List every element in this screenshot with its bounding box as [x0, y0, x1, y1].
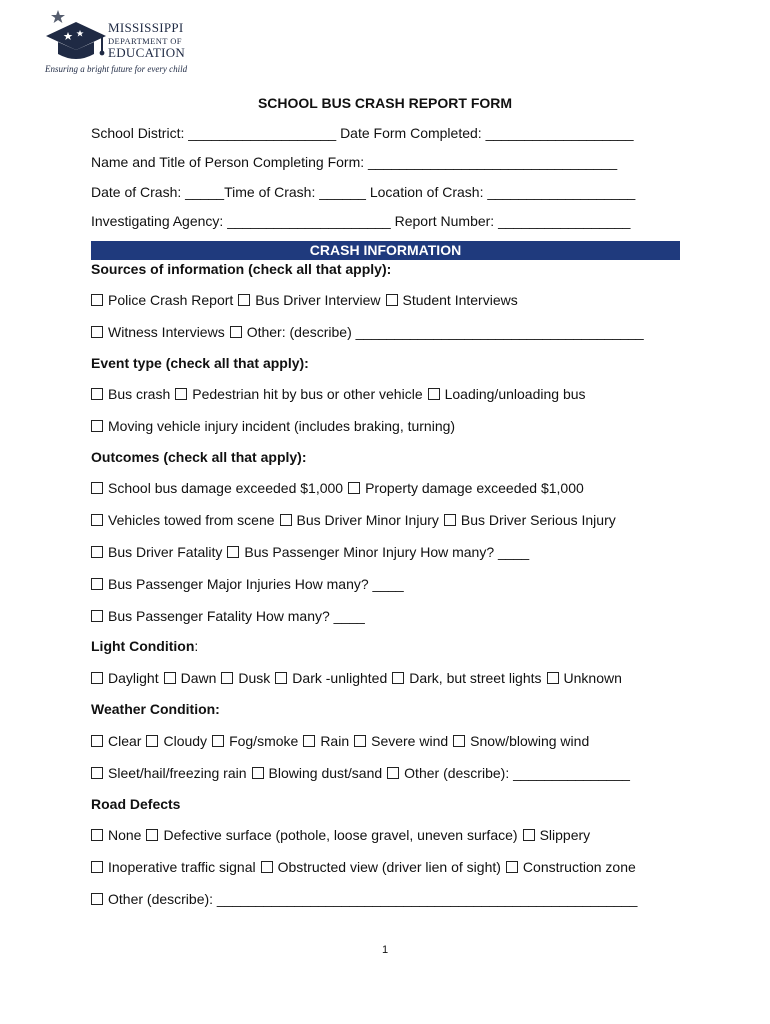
checkbox-icon[interactable] — [164, 672, 176, 684]
checkbox-label: Dawn — [180, 670, 217, 686]
org-name-line2: DEPARTMENT OF — [108, 36, 182, 46]
checkbox-icon[interactable] — [91, 861, 103, 873]
checkbox-label: Snow/blowing wind — [470, 733, 590, 749]
checkbox-option[interactable] — [91, 324, 225, 340]
checkbox-label: Bus Driver Minor Injury — [296, 512, 439, 528]
outcomes-option-row — [91, 544, 529, 560]
checkbox-icon[interactable] — [212, 735, 224, 747]
weather-option-row — [91, 733, 589, 749]
checkbox-icon[interactable] — [91, 546, 103, 558]
checkbox-option[interactable] — [227, 544, 529, 560]
checkbox-label: Police Crash Report — [108, 292, 234, 308]
checkbox-option[interactable] — [386, 292, 518, 308]
checkbox-label: Witness Interviews — [108, 324, 225, 340]
checkbox-icon[interactable] — [146, 829, 158, 841]
checkbox-option[interactable] — [221, 670, 270, 686]
checkbox-icon[interactable] — [348, 482, 360, 494]
outcomes-option-row — [91, 608, 365, 624]
checkbox-icon[interactable] — [91, 578, 103, 590]
checkbox-label: Blowing dust/sand — [268, 765, 383, 781]
checkbox-label: Vehicles towed from scene — [108, 512, 275, 528]
weather-option-row — [91, 765, 630, 781]
org-name-line1: MISSISSIPPI — [108, 20, 184, 35]
checkbox-label: Unknown — [563, 670, 622, 686]
checkbox-option[interactable] — [91, 670, 159, 686]
checkbox-label: Slippery — [539, 827, 591, 843]
weather-heading — [91, 701, 220, 717]
checkbox-label: Construction zone — [522, 859, 636, 875]
checkbox-option[interactable] — [230, 324, 644, 340]
checkbox-option[interactable] — [453, 733, 589, 749]
light-heading — [91, 638, 198, 654]
checkbox-label: Other (describe): _______________ — [404, 765, 630, 781]
event-option-row — [91, 386, 586, 402]
checkbox-label: Dark, but street lights — [409, 670, 542, 686]
checkbox-label: Defective surface (pothole, loose gravel, uneven surface) — [163, 827, 518, 843]
outcomes-option-row — [91, 480, 584, 496]
checkbox-option[interactable] — [444, 512, 616, 528]
checkbox-option[interactable] — [547, 670, 622, 686]
checkbox-icon[interactable] — [91, 893, 103, 905]
sources-option-row — [91, 292, 518, 308]
checkbox-icon[interactable] — [387, 767, 399, 779]
checkbox-label: Bus Passenger Fatality How many? ____ — [108, 608, 365, 624]
checkbox-option[interactable] — [91, 891, 637, 907]
road-option-row — [91, 859, 636, 875]
sources-option-row — [91, 324, 644, 340]
checkbox-icon[interactable] — [444, 514, 456, 526]
checkbox-label: Severe wind — [371, 733, 449, 749]
checkbox-option[interactable] — [146, 733, 207, 749]
checkbox-icon[interactable] — [91, 514, 103, 526]
sources-heading — [91, 261, 391, 277]
checkbox-icon[interactable] — [354, 735, 366, 747]
checkbox-option[interactable] — [392, 670, 541, 686]
checkbox-label: Bus Driver Serious Injury — [460, 512, 616, 528]
checkbox-label: Student Interviews — [402, 292, 518, 308]
checkbox-icon[interactable] — [275, 672, 287, 684]
checkbox-icon[interactable] — [280, 514, 292, 526]
event-heading — [91, 355, 309, 371]
sources-heading-text: Sources of information (check all that apply): — [91, 261, 392, 277]
checkbox-option[interactable] — [91, 386, 170, 402]
checkbox-icon[interactable] — [91, 420, 103, 432]
road-heading-text: Road Defects — [91, 796, 181, 812]
checkbox-option[interactable] — [275, 670, 387, 686]
checkbox-icon[interactable] — [386, 294, 398, 306]
checkbox-icon[interactable] — [227, 546, 239, 558]
checkbox-option[interactable] — [348, 480, 584, 496]
field-date-time-location[interactable]: Date of Crash: _____Time of Crash: ______ Location of Crash: ___________________ — [91, 184, 636, 200]
light-heading-text: Light Condition — [91, 638, 195, 654]
checkbox-label: Cloudy — [163, 733, 208, 749]
checkbox-icon[interactable] — [91, 294, 103, 306]
checkbox-icon[interactable] — [392, 672, 404, 684]
light-option-row — [91, 670, 622, 686]
checkbox-label: Fog/smoke — [229, 733, 299, 749]
checkbox-label: Bus Driver Fatality — [108, 544, 223, 560]
road-option-row — [91, 827, 590, 843]
checkbox-option[interactable] — [175, 386, 422, 402]
checkbox-icon[interactable] — [91, 829, 103, 841]
checkbox-label: Loading/unloading bus — [444, 386, 586, 402]
checkbox-icon[interactable] — [523, 829, 535, 841]
checkbox-option[interactable] — [91, 292, 233, 308]
outcomes-heading — [91, 449, 307, 465]
checkbox-option[interactable] — [91, 418, 455, 434]
checkbox-icon[interactable] — [91, 672, 103, 684]
checkbox-icon[interactable] — [238, 294, 250, 306]
checkbox-option[interactable] — [387, 765, 630, 781]
checkbox-option[interactable] — [428, 386, 586, 402]
outcomes-option-row — [91, 512, 616, 528]
road-heading — [91, 796, 180, 812]
checkbox-option[interactable] — [91, 827, 141, 843]
page-number: 1 — [381, 944, 389, 956]
field-agency-report-number[interactable]: Investigating Agency: _____________________ Report Number: _________________ — [91, 213, 631, 229]
checkbox-icon[interactable] — [303, 735, 315, 747]
checkbox-option[interactable] — [91, 765, 247, 781]
checkbox-label: Other: (describe) _____________________________________ — [246, 324, 644, 340]
checkbox-option[interactable] — [91, 576, 404, 592]
checkbox-option[interactable] — [303, 733, 349, 749]
checkbox-option[interactable] — [91, 544, 222, 560]
checkbox-option[interactable] — [354, 733, 448, 749]
checkbox-label: Rain — [320, 733, 350, 749]
light-heading-suffix: : — [194, 638, 199, 654]
weather-heading-text: Weather Condition: — [91, 701, 220, 717]
checkbox-label: Moving vehicle injury incident (includes braking, turning) — [108, 418, 456, 434]
checkbox-option[interactable] — [91, 859, 256, 875]
checkbox-icon[interactable] — [91, 388, 103, 400]
checkbox-option[interactable] — [91, 480, 343, 496]
checkbox-label: Bus Passenger Minor Injury How many? ____ — [244, 544, 530, 560]
event-option-row — [91, 418, 455, 434]
checkbox-icon[interactable] — [428, 388, 440, 400]
field-name-title[interactable]: Name and Title of Person Completing Form: ________________________________ — [91, 154, 618, 170]
checkbox-label: Daylight — [108, 670, 159, 686]
checkbox-icon[interactable] — [547, 672, 559, 684]
checkbox-icon[interactable] — [506, 861, 518, 873]
checkbox-icon[interactable] — [252, 767, 264, 779]
checkbox-option[interactable] — [261, 859, 501, 875]
checkbox-option[interactable] — [91, 512, 275, 528]
checkbox-icon[interactable] — [91, 735, 103, 747]
checkbox-option[interactable] — [280, 512, 439, 528]
checkbox-option[interactable] — [506, 859, 636, 875]
checkbox-label: Bus Driver Interview — [255, 292, 381, 308]
checkbox-label: Pedestrian hit by bus or other vehicle — [192, 386, 423, 402]
checkbox-label: None — [108, 827, 142, 843]
checkbox-option[interactable] — [523, 827, 591, 843]
checkbox-icon[interactable] — [230, 326, 242, 338]
road-option-row — [91, 891, 637, 907]
checkbox-label: Obstructed view (driver lien of sight) — [277, 859, 501, 875]
checkbox-label: Inoperative traffic signal — [108, 859, 256, 875]
checkbox-icon[interactable] — [91, 767, 103, 779]
checkbox-label: Bus Passenger Major Injuries How many? ____ — [108, 576, 404, 592]
section-crash-information: CRASH INFORMATION — [91, 241, 680, 260]
checkbox-option[interactable] — [91, 608, 365, 624]
checkbox-option[interactable] — [91, 733, 141, 749]
checkbox-icon[interactable] — [261, 861, 273, 873]
outcomes-heading-text: Outcomes (check all that apply): — [91, 449, 307, 465]
checkbox-label: Other (describe): ______________________________________________________ — [108, 891, 638, 907]
checkbox-icon[interactable] — [91, 482, 103, 494]
checkbox-label: School bus damage exceeded $1,000 — [108, 480, 344, 496]
org-name-line3: EDUCATION — [108, 45, 186, 60]
checkbox-option[interactable] — [146, 827, 517, 843]
graduation-cap-logo-icon — [44, 8, 108, 64]
event-heading-text: Event type (check all that apply): — [91, 355, 309, 371]
form-title: SCHOOL BUS CRASH REPORT FORM — [257, 95, 513, 111]
checkbox-option[interactable] — [164, 670, 217, 686]
checkbox-icon[interactable] — [91, 610, 103, 622]
checkbox-label: Dark -unlighted — [292, 670, 388, 686]
checkbox-icon[interactable] — [221, 672, 233, 684]
checkbox-option[interactable] — [238, 292, 380, 308]
checkbox-icon[interactable] — [146, 735, 158, 747]
checkbox-label: Dusk — [238, 670, 271, 686]
checkbox-label: Bus crash — [108, 386, 171, 402]
checkbox-icon[interactable] — [453, 735, 465, 747]
field-school-district-date[interactable]: School District: ___________________ Date Form Completed: ___________________ — [91, 125, 634, 141]
checkbox-icon[interactable] — [91, 326, 103, 338]
checkbox-label: Clear — [108, 733, 142, 749]
outcomes-option-row — [91, 576, 404, 592]
checkbox-option[interactable] — [252, 765, 383, 781]
mde-logo — [44, 8, 194, 76]
checkbox-label: Property damage exceeded $1,000 — [365, 480, 584, 496]
checkbox-label: Sleet/hail/freezing rain — [108, 765, 247, 781]
logo-tagline: Ensuring a bright future for every child — [45, 64, 188, 74]
checkbox-option[interactable] — [212, 733, 298, 749]
checkbox-icon[interactable] — [175, 388, 187, 400]
